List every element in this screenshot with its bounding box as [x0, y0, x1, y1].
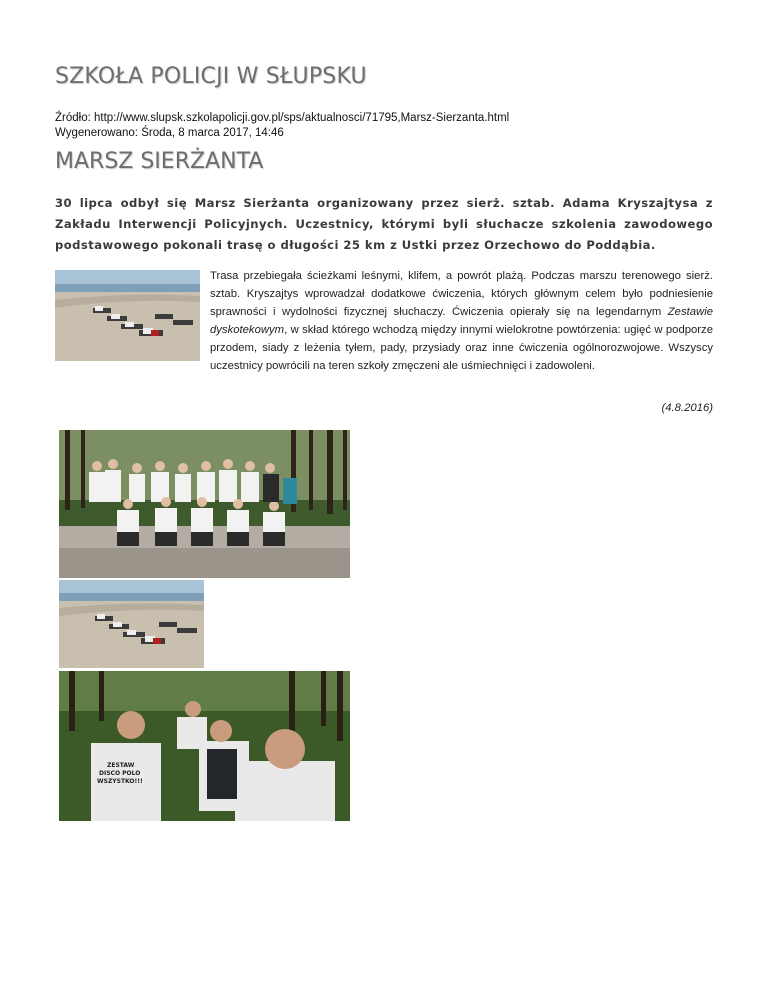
body-text-italic: Zestawie dyskotekowym — [210, 306, 713, 336]
shirt-text-line2: DISCO POLO — [99, 770, 141, 777]
article-body — [55, 267, 713, 375]
generated-line: Wygenerowano: Środa, 8 marca 2017, 14:46 — [55, 127, 284, 139]
group-photo-forest — [59, 430, 350, 578]
article-date: (4.8.2016) — [661, 402, 713, 414]
body-text-part2: , w skład którego wchodzą między innymi wielokrotne powtórzenia: ugięć w podporze przodem, siady z leżenia tyłem, pady, przysiady oraz inne ćwiczenia ogólnorozwojowe. Wszyscy uczestnicy powrócili na teren szkoły zmęczeni ale uśmiechnięci i zadowoleni. — [210, 324, 713, 372]
beach-pushups-thumbnail — [55, 270, 200, 361]
document-meta — [55, 111, 509, 141]
article-lead: 30 lipca odbył się Marsz Sierżanta organizowany przez sierż. sztab. Adama Kryszajtysa z Zakładu Interwencji Policyjnych. Uczestnicy, którymi byli słuchacze szkolenia zawodowego podstawowego pokonali trasę o długości 25 km z Ustki przez Orzechowo do Poddąbia. — [55, 196, 713, 252]
article-title: MARSZ SIERŻANTA — [55, 149, 264, 174]
shirt-text-line1: ZESTAW — [107, 762, 135, 769]
site-title: SZKOŁA POLICJI W SŁUPSKU — [55, 64, 367, 89]
beach-pushups-photo — [59, 580, 204, 668]
body-text-part1: Trasa przebiegała ścieżkami leśnymi, klifem, a powrót plażą. Podczas marszu terenowego sierż. sztab. Kryszajtys wprowadzał dodatkowe ćwiczenia, których głównym celem było podniesienie sprawności i wydolności fizycznej słuchaczy. Ćwiczenia opierały się na legendarnym — [210, 270, 713, 318]
shirt-text-line3: WSZYSTKO!!! — [97, 778, 143, 785]
marchers-forest-photo — [59, 671, 350, 821]
source-line: Źródło: http://www.slupsk.szkolapolicji.gov.pl/sps/aktualnosci/71795,Marsz-Sierzanta.html — [55, 112, 510, 124]
